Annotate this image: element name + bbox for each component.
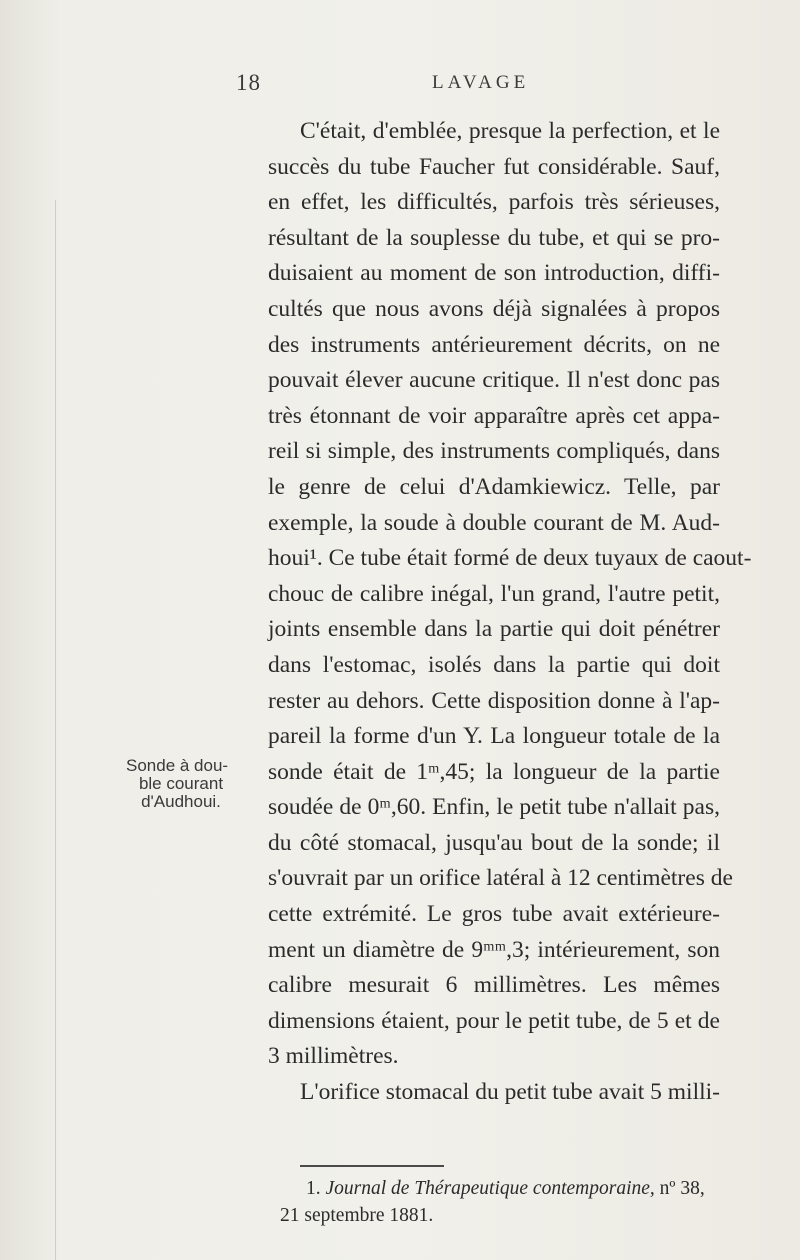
text-line: très étonnant de voir apparaître après cet appa- xyxy=(268,402,720,429)
text-line: s'ouvrait par un orifice latéral à 12 centimètres de xyxy=(268,865,733,892)
gutter-shadow xyxy=(55,200,56,1260)
margin-note-line: d'Audhoui. xyxy=(141,792,221,811)
text-line: L'orifice stomacal du petit tube avait 5 milli- xyxy=(300,1079,720,1106)
running-title: LAVAGE xyxy=(432,72,530,93)
text-line: 3 millimètres. xyxy=(268,1043,399,1070)
text-line: succès du tube Faucher fut considérable. Sauf, xyxy=(268,153,720,180)
footnote-line xyxy=(280,1175,720,1202)
text-line: résultant de la souplesse du tube, et qui se pro- xyxy=(268,224,720,251)
footnote-journal: Journal de Thérapeutique contemporaine, xyxy=(325,1178,655,1199)
footnote-number: 1. xyxy=(306,1178,321,1199)
body-text xyxy=(268,114,752,1111)
text-line: cette extrémité. Le gros tube avait extérieure- xyxy=(268,901,720,928)
text-line: houi¹. Ce tube était formé de deux tuyaux de caout- xyxy=(268,545,752,572)
text-line: sonde était de 1ᵐ,45; la longueur de la partie xyxy=(268,758,720,785)
text-line: rester au dehors. Cette disposition donne à l'ap- xyxy=(268,687,720,714)
footnote-line: 21 septembre 1881. xyxy=(280,1205,434,1226)
text-line: duisaient au moment de son introduction, diffi- xyxy=(268,260,720,287)
page-number: 18 xyxy=(236,70,261,95)
text-line: reil si simple, des instruments compliqués, dans xyxy=(268,438,720,465)
margin-note xyxy=(126,757,236,811)
text-line: le genre de celui d'Adamkiewicz. Telle, par xyxy=(268,473,720,500)
footnote-rule xyxy=(300,1165,444,1167)
margin-note-line: ble courant xyxy=(138,774,224,793)
text-line: cultés que nous avons déjà signalées à propos xyxy=(268,295,720,322)
margin-note-line: Sonde à dou- xyxy=(126,756,229,775)
text-line: pareil la forme d'un Y. La longueur totale de la xyxy=(268,723,720,750)
text-line: du côté stomacal, jusqu'au bout de la sonde; il xyxy=(268,829,720,856)
text-line: joints ensemble dans la partie qui doit pénétrer xyxy=(268,616,720,643)
footnote-issue: nº 38, xyxy=(654,1178,705,1199)
text-line: en effet, les difficultés, parfois très sérieuses, xyxy=(268,189,720,216)
text-line: dans l'estomac, isolés dans la partie qui doit xyxy=(268,651,720,678)
text-line: soudée de 0ᵐ,60. Enfin, le petit tube n'allait pas, xyxy=(268,794,720,821)
text-line: chouc de calibre inégal, l'un grand, l'autre petit, xyxy=(268,580,720,607)
text-line: dimensions étaient, pour le petit tube, de 5 et de xyxy=(268,1007,720,1034)
text-line: ment un diamètre de 9ᵐᵐ,3; intérieurement, son xyxy=(268,936,720,963)
text-line: pouvait élever aucune critique. Il n'est donc pas xyxy=(268,367,720,394)
running-head xyxy=(0,70,800,100)
text-line: exemple, la soude à double courant de M. Aud- xyxy=(268,509,720,536)
footnotes xyxy=(280,1175,720,1229)
text-line: calibre mesurait 6 millimètres. Les mêmes xyxy=(268,972,720,999)
text-line: des instruments antérieurement décrits, on ne xyxy=(268,331,720,358)
text-line: C'était, d'emblée, presque la perfection, et le xyxy=(300,118,720,144)
